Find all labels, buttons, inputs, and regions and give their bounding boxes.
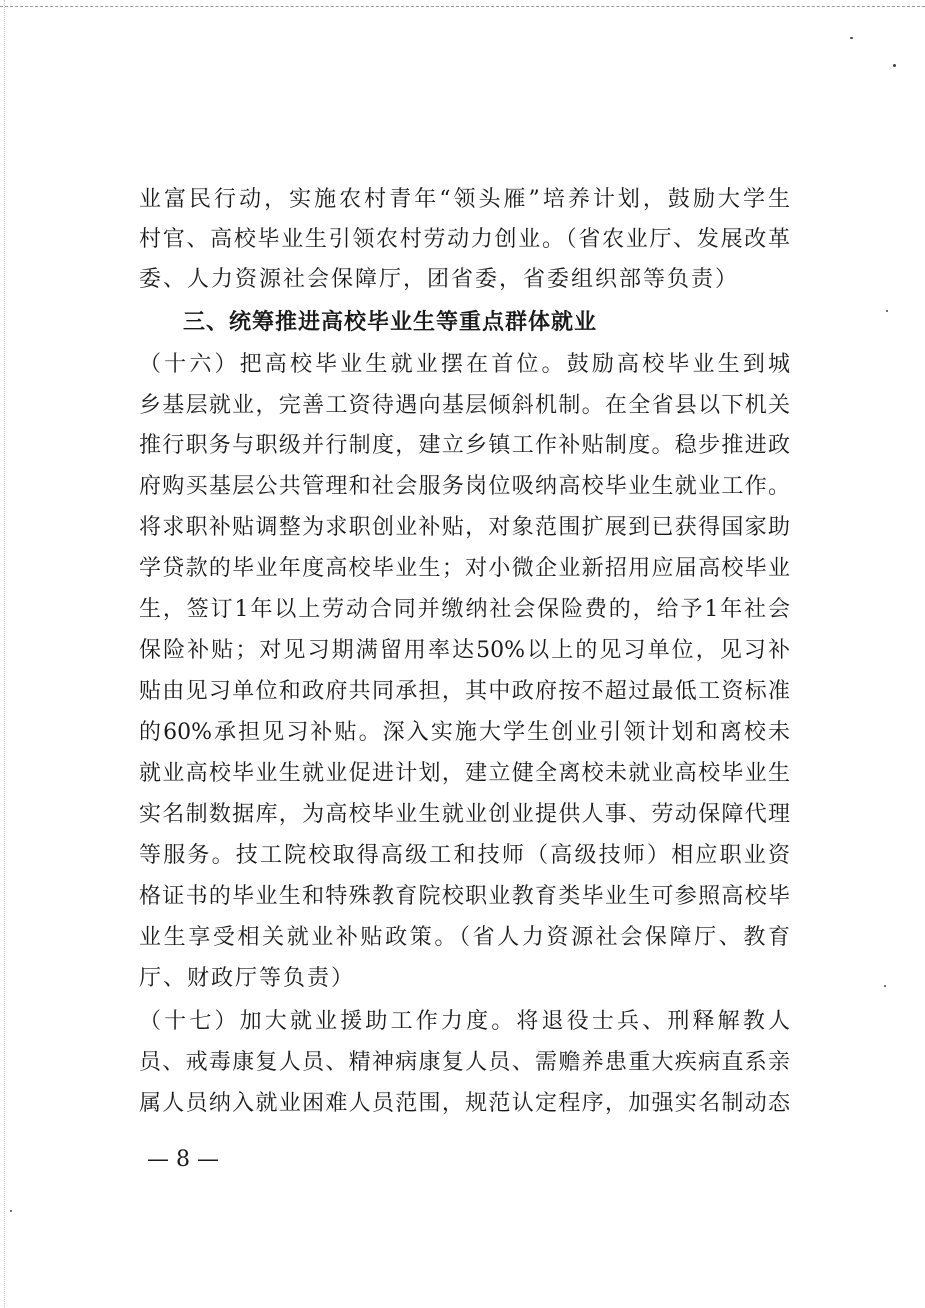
text-line: 业富民行动，实施农村青年“领头雁”培养计划，鼓励大学生: [139, 187, 790, 212]
scan-speck: [884, 985, 886, 987]
scan-speck: [850, 37, 853, 39]
scan-speck: [10, 1210, 12, 1212]
text-line: 格证书的毕业生和特殊教育院校职业教育类毕业生可参照高校毕: [139, 884, 790, 909]
text-line: （十六）把高校毕业生就业摆在首位。鼓励高校毕业生到城: [139, 352, 790, 377]
scan-speck: [893, 64, 896, 67]
text-line: 实名制数据库，为高校毕业生就业创业提供人事、劳动保障代理: [139, 802, 790, 827]
text-line: （十七）加大就业援助工作力度。将退役士兵、刑释解教人: [139, 1009, 790, 1034]
text-line: 业生享受相关就业补贴政策。（省人力资源社会保障厅、教育: [139, 925, 790, 950]
text-line: 委、人力资源社会保障厅，团省委，省委组织部等负责）: [139, 267, 740, 292]
scan-edge-left: [4, 0, 5, 1308]
text-line: 就业高校毕业生就业促进计划，建立健全离校未就业高校毕业生: [139, 761, 790, 786]
text-line: 村官、高校毕业生引领农村劳动力创业。（省农业厅、发展改革: [139, 227, 790, 252]
text-line: 员、戒毒康复人员、精神病康复人员、需赡养患重大疾病直系亲: [139, 1050, 790, 1075]
text-line: 推行职务与职级并行制度，建立乡镇工作补贴制度。稳步推进政: [139, 433, 790, 458]
text-line: 的60%承担见习补贴。深入实施大学生创业引领计划和离校未: [139, 720, 790, 745]
text-line: 乡基层就业，完善工资待遇向基层倾斜机制。在全省县以下机关: [139, 393, 790, 418]
text-line: 学贷款的毕业年度高校毕业生；对小微企业新招用应届高校毕业: [139, 556, 790, 581]
text-line: 保险补贴；对见习期满留用率达50%以上的见习单位，见习补: [139, 638, 790, 663]
text-line: 厅、财政厅等负责）: [139, 966, 356, 991]
text-line: 等服务。技工院校取得高级工和技师（高级技师）相应职业资: [139, 843, 790, 868]
section-heading: 三、统筹推进高校毕业生等重点群体就业: [183, 310, 598, 335]
text-line: 贴由见习单位和政府共同承担，其中政府按不超过最低工资标准: [139, 679, 790, 704]
text-line: 生，签订1年以上劳动合同并缴纳社会保险费的，给予1年社会: [139, 597, 790, 622]
page-number: — 8 —: [147, 1147, 219, 1172]
scan-speck: [886, 310, 888, 312]
text-line: 府购买基层公共管理和社会服务岗位吸纳高校毕业生就业工作。: [139, 474, 790, 499]
text-line: 将求职补贴调整为求职创业补贴，对象范围扩展到已获得国家助: [139, 515, 790, 540]
text-line: 属人员纳入就业困难人员范围，规范认定程序，加强实名制动态: [139, 1091, 790, 1116]
scan-edge-top: [0, 6, 925, 7]
